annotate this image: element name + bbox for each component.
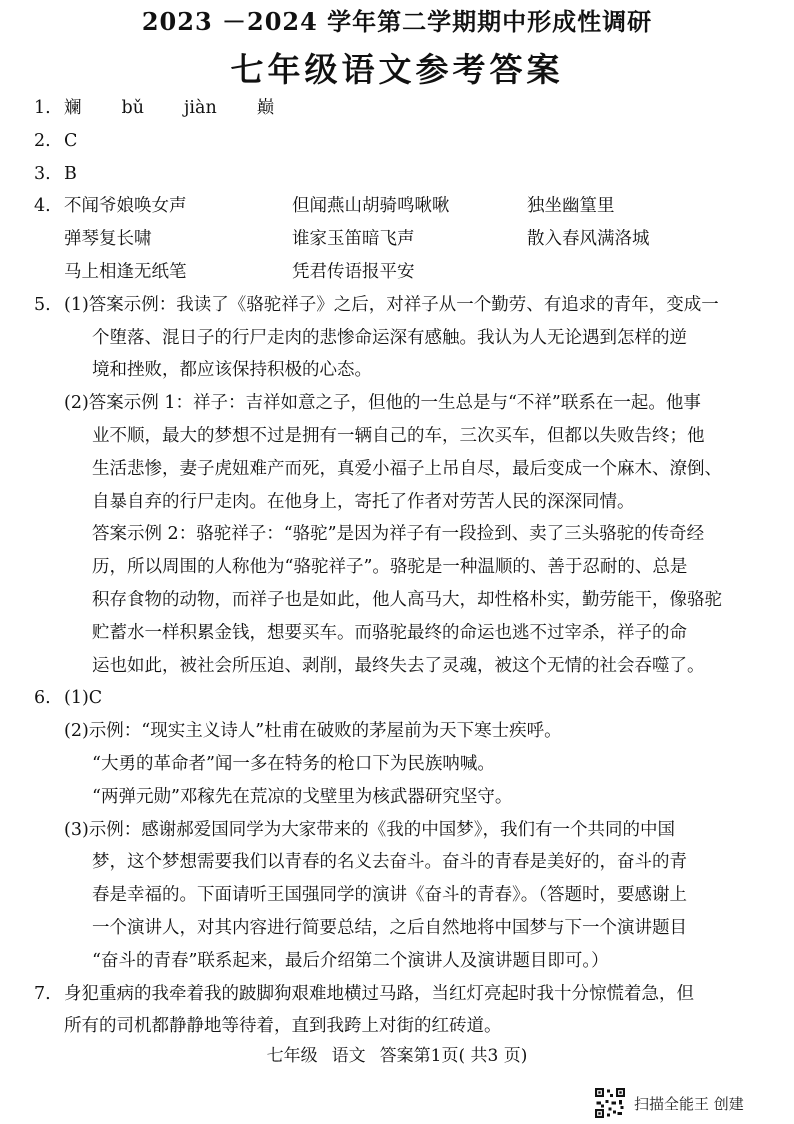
footer-page: 答案第1页( 共3 页) (379, 1046, 528, 1066)
scanner-watermark (595, 1088, 744, 1118)
answer-1-c: jiàn (183, 98, 217, 118)
answer-5-example2-line: 贮蓄水一样积累金钱，想要买车。而骆驼最终的命运也逃不过宰杀，祥子的命 (92, 622, 687, 643)
answer-6-part2-line: “两弹元勋”邓稼先在荒凉的戈壁里为核武器研究坚守。 (92, 786, 513, 807)
answer-6-part1: 6. (1)C (34, 688, 103, 709)
answer-4-row: 马上相逢无纸笔 凭君传语报平安 (64, 261, 415, 282)
answer-1: 1. 斓 bǔ jiàn 巅 (34, 98, 275, 118)
footer-grade: 七年级 (266, 1046, 318, 1066)
answer-5-part2-line: 生活悲惨，妻子虎妞难产而死，真爱小福子上吊自尽，最后变成一个麻木、潦倒、 (92, 458, 722, 479)
answer-3: 3. B (34, 163, 77, 184)
answer-6-part2-line: “大勇的革命者”闻一多在特务的枪口下为民族呐喊。 (92, 753, 495, 774)
answer-5-example2: 答案示例 2：骆驼祥子：“骆驼”是因为祥子有一段捡到、卖了三头骆驼的传奇经 (92, 524, 705, 545)
exam-title: 2023 －2024 学年第二学期期中形成性调研 (141, 7, 653, 36)
answer-5-example2-line: 历，所以周围的人称他为“骆驼祥子”。骆驼是一种温顺的、善于忍耐的、总是 (92, 557, 688, 578)
answer-1-a: 斓 (64, 98, 82, 118)
answer-6-part3: (3)示例：感谢郝爱国同学为大家带来的《我的中国梦》，我们有一个共同的中国 (64, 819, 676, 840)
answer-6-part3-line: 一个演讲人，对其内容进行简要总结，之后自然地将中国梦与下一个演讲题目 (92, 917, 687, 938)
answer-6-part2: (2)示例：“现实主义诗人”杜甫在破败的茅屋前为天下寒士疾呼。 (64, 721, 562, 742)
page-title: 七年级语文参考答案 (230, 50, 564, 89)
page-footer (0, 1041, 794, 1066)
answer-5-part1: 5. (1)答案示例：我读了《骆驼祥子》之后，对祥子从一个勤劳、有追求的青年，变成一 (34, 294, 719, 315)
answer-6-part3-line: “奋斗的青春”联系起来，最后介绍第二个演讲人及演讲题目即可。） (92, 950, 609, 971)
answer-5-part2-line: 自暴自弃的行尸走肉。在他身上，寄托了作者对劳苦人民的深深同情。 (92, 491, 635, 512)
scanner-label: 扫描全能王 创建 (634, 1094, 744, 1113)
answer-5-example2-line: 运也如此，被社会所压迫、剥削，最终失去了灵魂，被这个无情的社会吞噬了。 (92, 655, 705, 676)
qr-code-icon (595, 1088, 625, 1118)
answer-5-part1-line: 个堕落、混日子的行尸走肉的悲惨命运深有感触。我认为人无论遇到怎样的逆 (92, 327, 687, 348)
answer-5-part2-line: 业不顺，最大的梦想不过是拥有一辆自己的车，三次买车，但都以失败告终；他 (92, 425, 705, 446)
answer-1-b: bǔ (121, 98, 144, 118)
answer-7: 7. 身犯重病的我牵着我的跛脚狗艰难地横过马路，当红灯亮起时我十分惊慌着急，但 (34, 983, 694, 1004)
footer-subject: 语文 (331, 1046, 366, 1066)
answer-content (34, 92, 762, 1043)
answer-1-d: 巅 (256, 98, 275, 118)
answer-6-part3-line: 梦，这个梦想需要我们以青春的名义去奋斗。奋斗的青春是美好的，奋斗的青 (92, 852, 687, 873)
answer-4-row: 4. 不闻爷娘唤女声 但闻燕山胡骑鸣啾啾 独坐幽篁里 (34, 196, 615, 217)
answer-2: 2. C (34, 130, 78, 151)
answer-7-line: 所有的司机都静静地等待着，直到我跨上对街的红砖道。 (64, 1016, 502, 1037)
answer-4-row: 弹琴复长啸 谁家玉笛暗飞声 散入春风满洛城 (64, 229, 650, 250)
answer-5-example2-line: 积存食物的动物，而祥子也是如此，他人高马大，却性格朴实，勤劳能干，像骆驼 (92, 589, 722, 610)
answer-5-part2: (2)答案示例 1：祥子：吉祥如意之子，但他的一生总是与“不祥”联系在一起。他事 (64, 393, 701, 414)
answer-5-part1-line: 境和挫败，都应该保持积极的心态。 (92, 360, 372, 381)
answer-6-part3-line: 春是幸福的。下面请听王国强同学的演讲《奋斗的青春》。（答题时，要感谢上 (92, 885, 687, 906)
